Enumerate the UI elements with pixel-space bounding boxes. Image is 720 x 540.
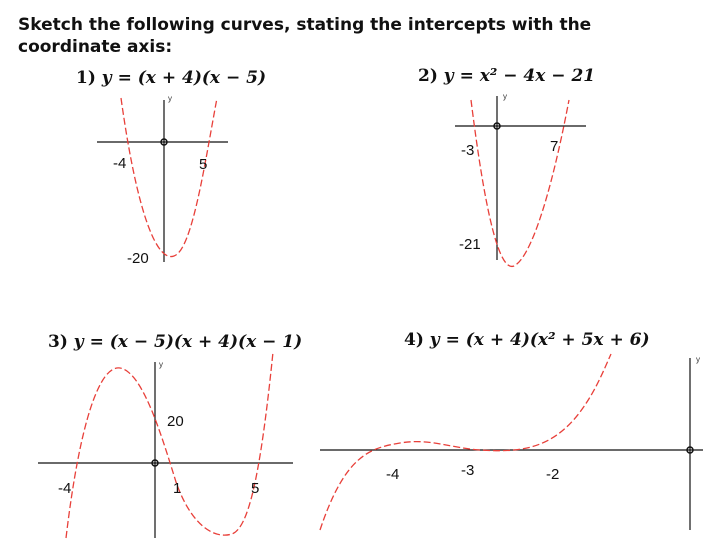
graph-1-curve (121, 98, 217, 257)
graph-1-label-x-intercept-right: 5 (199, 156, 208, 173)
graph-4-label-x-intercept-middle: -3 (461, 462, 475, 479)
page-title: Sketch the following curves, stating the intercepts with the coordinate axis: (18, 15, 592, 57)
graph-1-y-axis-letter: y (168, 94, 172, 103)
graph-4-label-x-intercept-left: -4 (386, 466, 400, 483)
graph-4 (320, 354, 703, 530)
equation-1-number: 1) (76, 68, 96, 88)
graph-3-label-x-intercept-left: -4 (58, 480, 72, 497)
equation-2-text: y = x² − 4x − 21 (443, 66, 596, 86)
graph-3-label-x-intercept-middle: 1 (173, 480, 182, 497)
equation-2-number: 2) (418, 66, 438, 86)
graph-4-curve (320, 354, 611, 530)
graph-2-label-y-intercept: -21 (459, 236, 481, 253)
graph-4-y-axis-letter: y (696, 355, 700, 364)
graph-3-y-axis-letter: y (159, 360, 163, 369)
equation-4-number: 4) (404, 330, 424, 350)
equation-4-text: y = (x + 4)(x² + 5x + 6) (429, 330, 650, 350)
graph-2-label-x-intercept-right: 7 (550, 138, 559, 155)
graph-1-label-y-intercept: -20 (127, 250, 149, 267)
graph-1 (97, 98, 228, 262)
graph-3 (38, 352, 293, 538)
graph-4-label-x-intercept-right: -2 (546, 466, 560, 483)
graph-3-label-y-intercept: 20 (167, 413, 184, 430)
graph-3-curve (66, 352, 273, 538)
graph-2-label-x-intercept-left: -3 (461, 142, 475, 159)
graph-3-label-x-intercept-right: 5 (251, 480, 260, 497)
equation-3-text: y = (x − 5)(x + 4)(x − 1) (73, 332, 303, 352)
graph-2-y-axis-letter: y (503, 92, 507, 101)
graph-1-label-x-intercept-left: -4 (113, 155, 127, 172)
equation-1-text: y = (x + 4)(x − 5) (101, 68, 267, 88)
equation-3-number: 3) (48, 332, 68, 352)
graph-2-curve (471, 100, 569, 266)
